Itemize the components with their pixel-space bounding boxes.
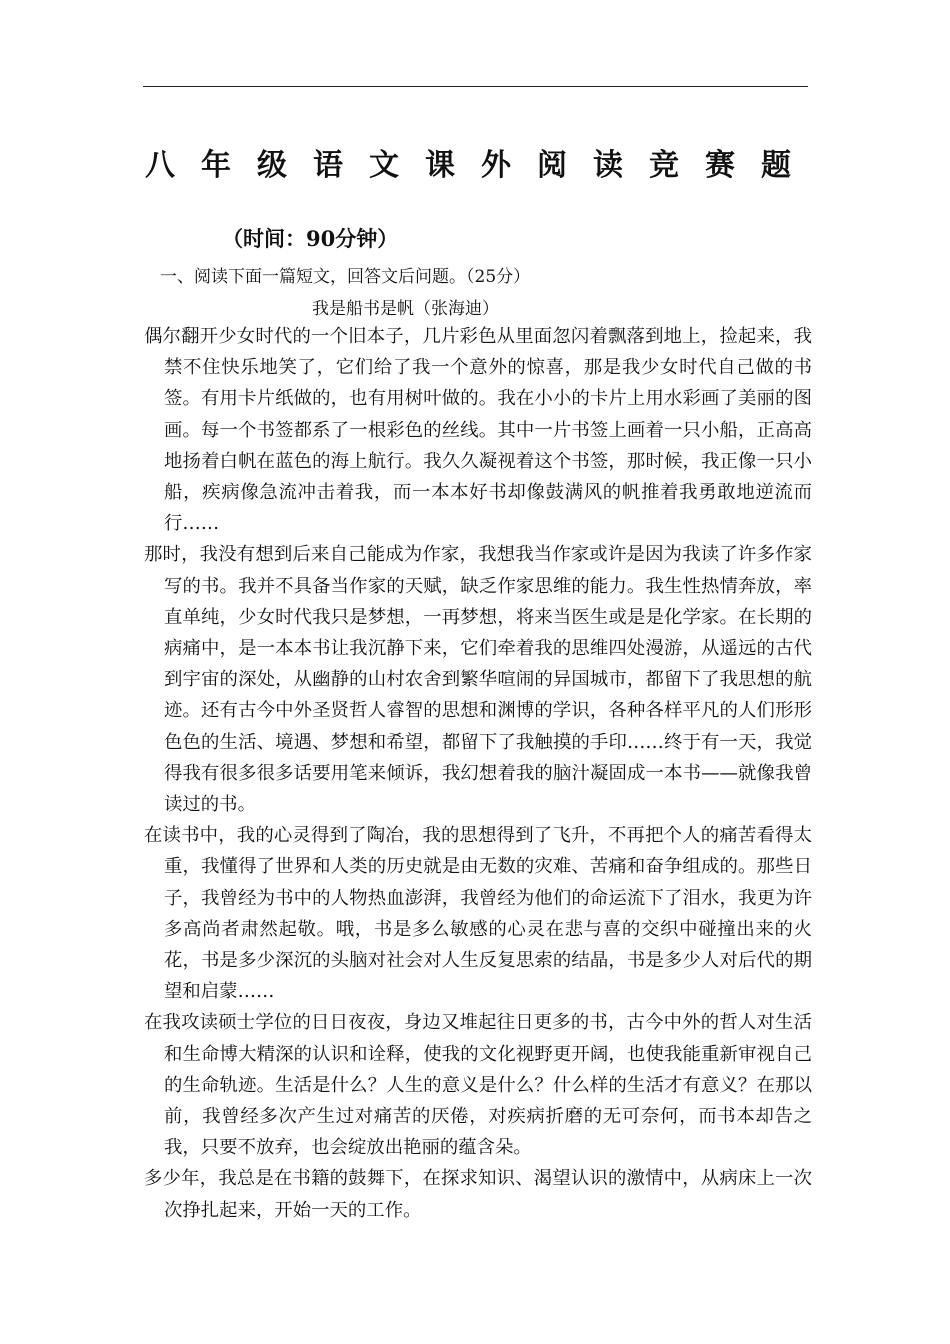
article-title: 我是船书是帆（张海迪） <box>312 299 499 319</box>
time-note: （时间：90分钟） <box>222 226 399 251</box>
paragraph: 在我攻读硕士学位的日日夜夜，身边又堆起往日更多的书，古今中外的哲人对生活和生命博大精深的认识和诠释，使我的文化视野更开阔，也使我能重新审视自己的生命轨迹。生活是什么？人生的意义是什么？什么样的生活才有意义？在那以前，我曾经多次产生过对痛苦的厌倦，对疾病折磨的无可奈何，而书本却告之我，只要不放弃，也会绽放出艳丽的蕴含朵。 <box>144 1012 812 1159</box>
paragraph: 那时，我没有想到后来自己能成为作家，我想我当作家或许是因为我读了许多作家写的书。我并不具备当作家的天赋，缺乏作家思维的能力。我生性热情奔放，率直单纯，少女时代我只是梦想，一再梦想，将来当医生或是是化学家。在长期的病痛中，是一本本书让我沉静下来，它们牵着我的思维四处漫游，从遥远的古代到宇宙的深处，从幽静的山村农舍到繁华喧闹的异国城市，都留下了我思想的航迹。还有古今中外圣贤哲人睿智的思想和渊博的学识，各种各样平凡的人们形形色色的生活、境遇、梦想和希望，都留下了我触摸的手印……终于有一天，我觉得我有很多很多话要用笔来倾诉，我幻想着我的脑汁凝固成一本书——就像我曾读过的书。 <box>144 544 812 816</box>
header-rule <box>143 86 808 87</box>
paragraph: 在读书中，我的心灵得到了陶冶，我的思想得到了飞升，不再把个人的痛苦看得太重，我懂得了世界和人类的历史就是由无数的灾难、苦痛和奋争组成的。那些日子，我曾经为书中的人物热血澎湃，我曾经为他们的命运流下了泪水，我更为许多高尚者肃然起敬。哦，书是多么敏感的心灵在悲与喜的交织中碰撞出来的火花，书是多少深沉的头脑对社会对人生反复思索的结晶，书是多少人对后代的期望和启蒙…… <box>144 825 812 1003</box>
paragraph: 偶尔翻开少女时代的一个旧本子，几片彩色从里面忽闪着飘落到地上，捡起来，我禁不住快乐地笑了，它们给了我一个意外的惊喜，那是我少女时代自己做的书签。有用卡片纸做的，也有用树叶做的。我在小小的卡片上用水彩画了美丽的图画。每一个书签都系了一根彩色的丝线。其中一片书签上画着一只小船，正高高地扬着白帆在蓝色的海上航行。我久久凝视着这个书签，那时候，我正像一只小船，疾病像急流冲击着我，而一本本好书却像鼓满风的帆推着我勇敢地逆流而行…… <box>144 326 812 535</box>
paragraph: 多少年，我总是在书籍的鼓舞下，在探求知识、渴望认识的激情中，从病床上一次次挣扎起来，开始一天的工作。 <box>144 1168 812 1221</box>
article-body <box>144 321 812 1226</box>
question-heading: 一、阅读下面一篇短文，回答文后问题。（25分） <box>160 267 531 287</box>
page-title: 八年级语文课外阅读竞赛题 <box>145 148 817 183</box>
